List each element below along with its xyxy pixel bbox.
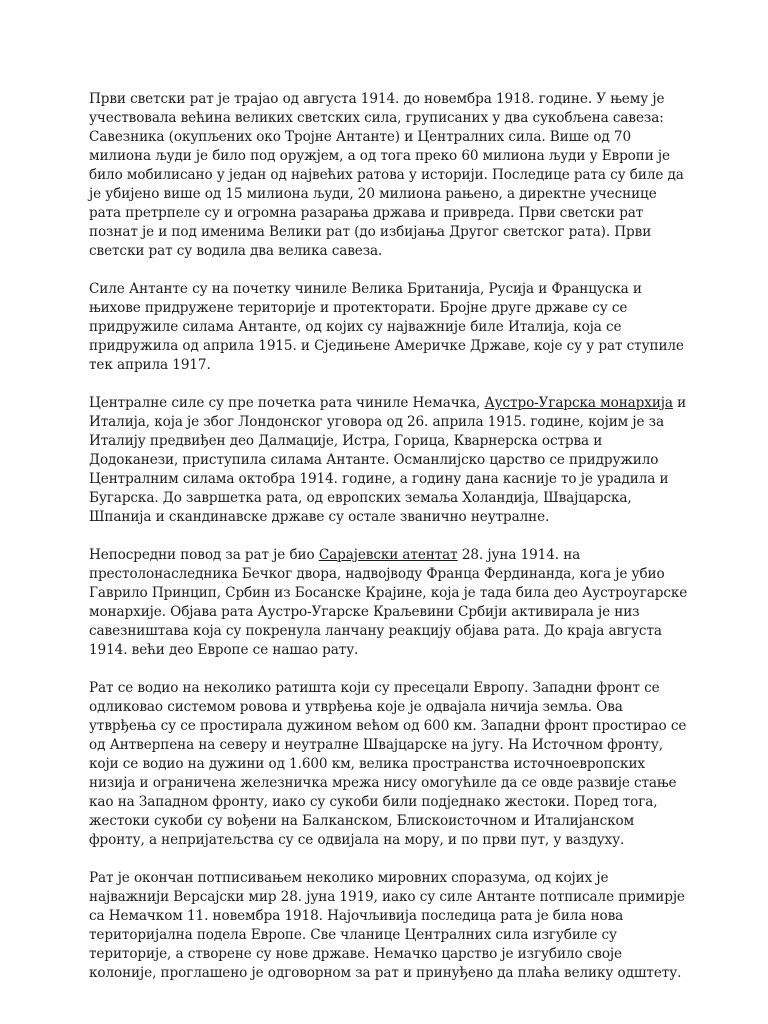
paragraph-5 xyxy=(89,679,689,850)
paragraph-text: 28. јуна 1914. на престолонаследника Бечког двора, надвојводу Франца Фердинанда, кога је убио Гаврило Принцип, Србин из Босанске Крајине, која је тада била део Аустроугарске монархије. Објава рата Аустро-Угарске Краљевини Србији активирала је низ савезништава која су покренула ланчану реакцију објава рата. До краја августа 1914. већи део Европе се нашао рату. xyxy=(89,547,688,658)
paragraph-1 xyxy=(89,90,689,261)
paragraph-text: Рат се водио на неколико ратишта који су пресецали Европу. Западни фронт се одликовао системом ровова и утврђења које је одвајала ничија земља. Ова утврђења су се простирала дужином већом од 600 км. Западни фронт простирао се од Антверпена на северу и неутралне Швајцарске на југу. На Источном фронту, који се водио на дужини од 1.600 км, велика пространства источноевропских низија и ограничена железничка мрежа нису омогућиле да се овде развије стање као на Западном фронту, иако су сукоби били подједнако жестоки. Поред тога, жестоки сукоби су вођени на Балканском, Блискоисточном и Италијанском фронту, а непријатељства су се одвијала на мору, и по први пут, у ваздуху. xyxy=(89,680,687,848)
paragraph-text: Силе Антанте су на почетку чиниле Велика Британија, Русија и Француска и њихове придружене територије и протекторати. Бројне друге државе су се придружиле силама Антанте, од којих су најважније биле Италија, која се придружила од априла 1915. и Сједињене Америчке Државе, које су у рат ступиле тек априла 1917. xyxy=(89,281,684,373)
link-sarajevo-assassination[interactable]: Сарајевски атентат xyxy=(318,547,458,563)
paragraph-text: Рат је окончан потписивањем неколико мировних споразума, од којих је најважнији Версајски мир 28. јуна 1919, иако су силе Антанте потписале примирје са Немачком 11. новембра 1918. Најочљивија последица рата је била нова територијална подела Европе. Све чланице Централних сила изгубиле су територије, а створене су нове државе. Немачко царство је изгубило своје колоније, проглашено је одговорном за рат и принуђено да плаћа велику одштету. xyxy=(89,870,685,981)
link-austro-hungarian-monarchy[interactable]: Аустро-Угарска монархија xyxy=(484,395,673,411)
paragraph-3 xyxy=(89,394,689,527)
paragraph-4 xyxy=(89,546,689,660)
paragraph-6 xyxy=(89,869,689,983)
paragraph-text: Непосредни повод за рат је био xyxy=(89,547,319,563)
paragraph-text: и Италија, која је због Лондонског уговора од 26. априла 1915. године, којим је за Италију предвиђен део Далмације, Истра, Горица, Кварнерска острва и Додоканези, приступила силама Антанте. Османлијско царство се придружило Централним силама октобра 1914. године, а годину дана касније то је урадила и Бугарска. До завршетка рата, од европских земаља Холандија, Швајцарска, Шпанија и скандинавске државе су остале званично неутралне. xyxy=(89,395,687,525)
paragraph-2 xyxy=(89,280,689,375)
paragraph-text: Централне силе су пре почетка рата чиниле Немачка, xyxy=(89,395,485,411)
paragraph-text: Први светски рат је трајао од августа 1914. до новембра 1918. године. У њему је учествовала већина великих светских сила, груписаних у два сукобљена савеза: Савезника (окупљених око Тројне Антанте) и Централних сила. Више од 70 милиона људи је било под оружјем, а од тога преко 60 милиона људи у Европи је било мобилисано у један од највећих ратова у историји. Последице рата су биле да је убијено више од 15 милиона људи, 20 милиона рањено, а директне учеснице рата претрпеле су и огромна разарања држава и привреда. Први светски рат познат је и под именима Велики рат (до избијања Другог светског рата). Први светски рат су водила два велика савеза. xyxy=(89,91,684,259)
document-body xyxy=(89,90,689,1002)
